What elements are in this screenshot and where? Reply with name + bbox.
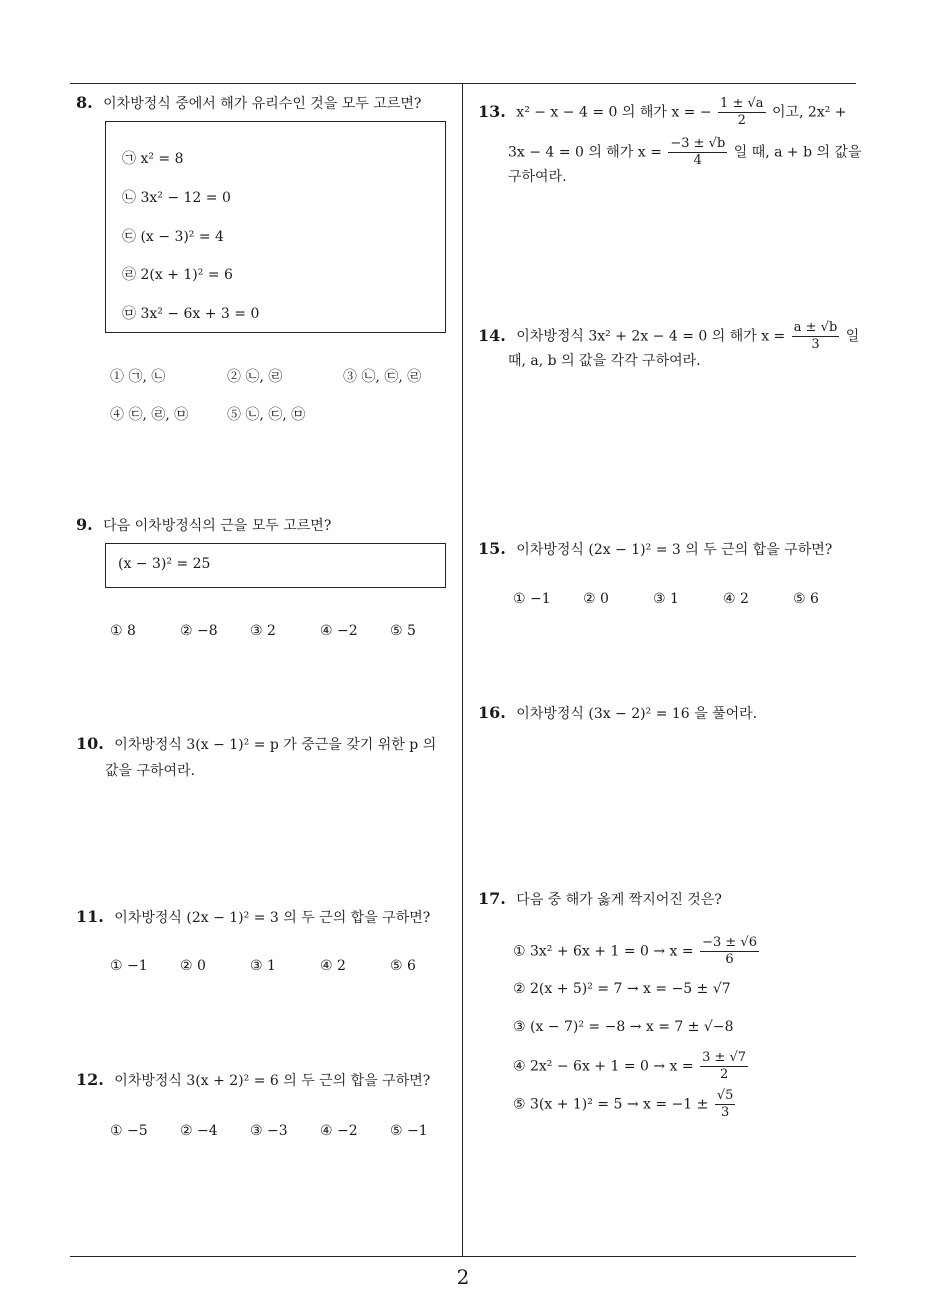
question-text: 3x − 4 = 0 의 해가 x = bbox=[508, 144, 662, 161]
choice-3[interactable]: ③ 2 bbox=[250, 623, 276, 639]
choice-3[interactable]: ③ 1 bbox=[250, 958, 276, 974]
question-10 bbox=[76, 731, 456, 758]
question-text-cont: 이고, 2x² + bbox=[771, 104, 847, 121]
choice-text: ① 3x² + 6x + 1 = 0 → x = bbox=[513, 943, 694, 960]
choice-4[interactable]: ④ −2 bbox=[320, 1123, 358, 1139]
choice-2[interactable]: ② −4 bbox=[180, 1123, 218, 1139]
question-text: 다음 중 해가 옳게 짝지어진 것은? bbox=[516, 892, 722, 908]
page-number: 2 bbox=[456, 1265, 470, 1289]
question-number: 12. bbox=[76, 1070, 104, 1089]
question-text: 이차방정식 3(x + 2)² = 6 의 두 근의 합을 구하면? bbox=[114, 1073, 431, 1089]
choice-1[interactable]: ① −5 bbox=[110, 1123, 148, 1139]
equation: (x − 3)² = 25 bbox=[118, 556, 211, 572]
choice-text: ⑤ 3(x + 1)² = 5 → x = −1 ± bbox=[513, 1096, 709, 1113]
question-text: 이차방정식 (3x − 2)² = 16 을 풀어라. bbox=[516, 706, 758, 722]
fraction-numerator: √5 bbox=[716, 1088, 734, 1103]
choice-2[interactable]: ② 2(x + 5)² = 7 → x = −5 ± √7 bbox=[513, 981, 731, 997]
fraction bbox=[792, 320, 840, 353]
question-text-cont: 일 bbox=[845, 328, 860, 345]
question-number: 14. bbox=[478, 325, 506, 345]
fraction-numerator: −3 ± √6 bbox=[702, 935, 757, 950]
choice-4[interactable]: ④ 2 bbox=[723, 591, 749, 607]
fraction-denominator: 2 bbox=[719, 1067, 729, 1082]
choice-3[interactable]: ③ −3 bbox=[250, 1123, 288, 1139]
question-16 bbox=[478, 700, 757, 727]
choice-2[interactable]: ② 0 bbox=[583, 591, 609, 607]
choice-5[interactable]: ⑤ 6 bbox=[390, 958, 416, 974]
choice-1[interactable] bbox=[513, 935, 761, 968]
question-number: 17. bbox=[478, 889, 506, 908]
choice-1[interactable]: ① −1 bbox=[110, 958, 148, 974]
question-text: 이차방정식 3(x − 1)² = p 가 중근을 갖기 위한 p 의 bbox=[114, 737, 437, 753]
question-text: 이차방정식 중에서 해가 유리수인 것을 모두 고르면? bbox=[103, 96, 422, 112]
condition-1: ㉠ x² = 8 bbox=[122, 151, 184, 167]
question-number: 13. bbox=[478, 101, 506, 121]
choice-4[interactable]: ④ −2 bbox=[320, 623, 358, 639]
condition-3: ㉢ (x − 3)² = 4 bbox=[122, 229, 224, 245]
question-12 bbox=[76, 1067, 430, 1094]
fraction bbox=[700, 1050, 748, 1083]
question-text-cont: 일 때, a + b 의 값을 bbox=[733, 144, 862, 161]
choice-5[interactable]: ⑤ 6 bbox=[793, 591, 819, 607]
choice-4[interactable]: ④ 2 bbox=[320, 958, 346, 974]
question-8 bbox=[76, 90, 421, 117]
question-text: 다음 이차방정식의 근을 모두 고르면? bbox=[103, 518, 332, 534]
fraction-numerator: −3 ± √b bbox=[670, 136, 726, 151]
fraction-numerator: 1 ± √a bbox=[720, 96, 764, 111]
fraction-denominator: 2 bbox=[737, 113, 746, 128]
choice-3[interactable]: ③ ㉡, ㉢, ㉣ bbox=[343, 369, 422, 385]
fraction-numerator: a ± √b bbox=[793, 320, 838, 335]
question-9 bbox=[76, 512, 331, 539]
top-rule bbox=[70, 83, 856, 84]
choice-text: ④ 2x² − 6x + 1 = 0 → x = bbox=[513, 1058, 694, 1075]
fraction bbox=[700, 935, 759, 968]
fraction bbox=[715, 1088, 736, 1121]
condition-4: ㉣ 2(x + 1)² = 6 bbox=[122, 267, 233, 283]
question-number: 10. bbox=[76, 734, 104, 753]
choice-2[interactable]: ② ㉡, ㉣ bbox=[227, 369, 283, 385]
question-text: 이차방정식 3x² + 2x − 4 = 0 의 해가 x = bbox=[516, 328, 786, 345]
fraction bbox=[668, 136, 727, 169]
question-number: 11. bbox=[76, 907, 104, 926]
choice-4[interactable]: ④ ㉢, ㉣, ㉤ bbox=[110, 407, 189, 423]
column-divider bbox=[462, 84, 463, 1257]
question-13-line3: 구하여라. bbox=[508, 169, 567, 185]
choice-2[interactable]: ② −8 bbox=[180, 623, 218, 639]
question-number: 9. bbox=[76, 515, 93, 534]
question-text: 이차방정식 (2x − 1)² = 3 의 두 근의 합을 구하면? bbox=[114, 910, 431, 926]
choice-2[interactable]: ② 0 bbox=[180, 958, 206, 974]
question-13 bbox=[478, 96, 863, 129]
choice-4[interactable] bbox=[513, 1050, 750, 1083]
choice-5[interactable]: ⑤ −1 bbox=[390, 1123, 428, 1139]
choice-5[interactable]: ⑤ ㉡, ㉢, ㉤ bbox=[227, 407, 306, 423]
fraction-denominator: 3 bbox=[811, 337, 820, 352]
fraction-numerator: 3 ± √7 bbox=[702, 1050, 747, 1065]
fraction-denominator: 3 bbox=[721, 1105, 730, 1120]
question-text: 이차방정식 (2x − 1)² = 3 의 두 근의 합을 구하면? bbox=[516, 542, 833, 558]
question-17 bbox=[478, 886, 722, 913]
choice-5[interactable] bbox=[513, 1088, 737, 1121]
condition-5: ㉤ 3x² − 6x + 3 = 0 bbox=[122, 306, 260, 322]
fraction-denominator: 4 bbox=[693, 153, 702, 168]
choice-1[interactable]: ① 8 bbox=[110, 623, 136, 639]
choice-3[interactable]: ③ (x − 7)² = −8 → x = 7 ± √−8 bbox=[513, 1019, 734, 1035]
question-text: x² − x − 4 = 0 의 해가 x = − bbox=[516, 104, 712, 121]
fraction-denominator: 6 bbox=[725, 952, 734, 967]
question-15 bbox=[478, 536, 832, 563]
choice-5[interactable]: ⑤ 5 bbox=[390, 623, 416, 639]
question-11 bbox=[76, 904, 430, 931]
choice-1[interactable]: ① −1 bbox=[513, 591, 551, 607]
question-number: 15. bbox=[478, 539, 506, 558]
bottom-rule bbox=[70, 1256, 856, 1257]
question-number: 8. bbox=[76, 93, 93, 112]
choice-1[interactable]: ① ㉠, ㉡ bbox=[110, 369, 166, 385]
question-10-line2: 값을 구하여라. bbox=[105, 763, 196, 779]
choice-3[interactable]: ③ 1 bbox=[653, 591, 679, 607]
question-number: 16. bbox=[478, 703, 506, 722]
fraction bbox=[718, 96, 765, 129]
condition-2: ㉡ 3x² − 12 = 0 bbox=[122, 190, 231, 206]
question-14-line2: 때, a, b 의 값을 각각 구하여라. bbox=[508, 353, 701, 369]
